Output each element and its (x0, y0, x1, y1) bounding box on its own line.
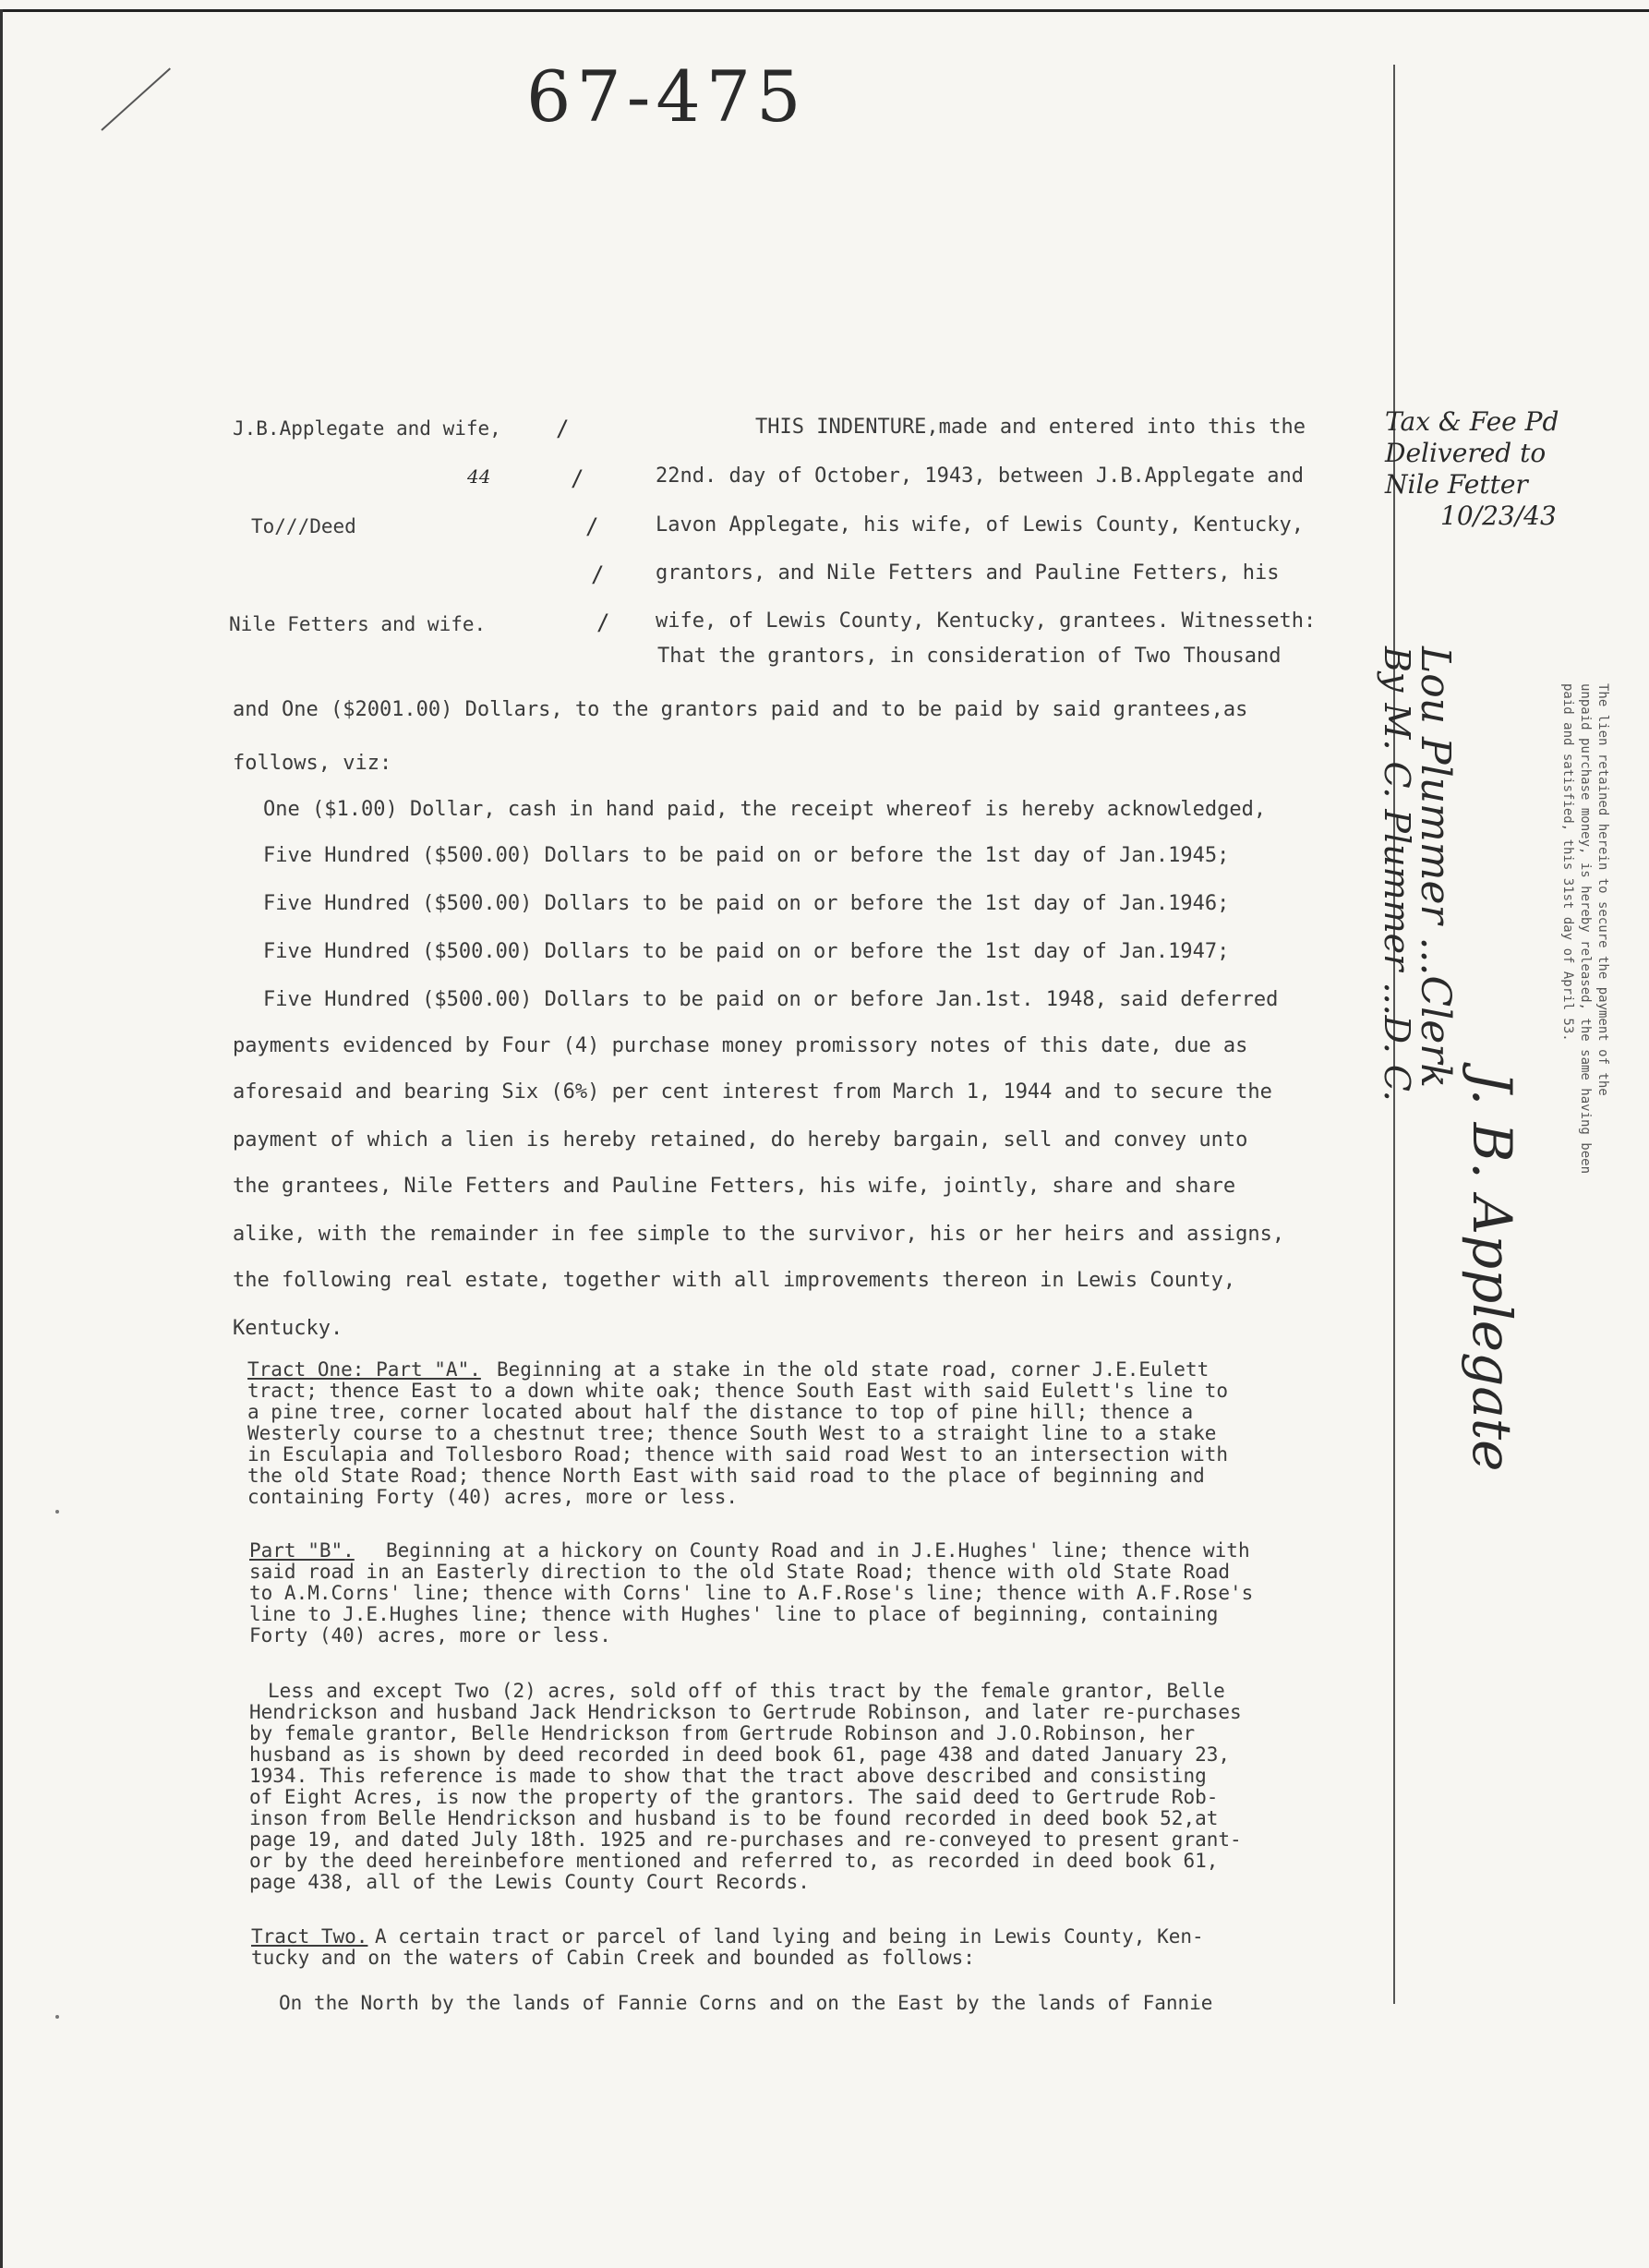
tract-two-heading: Tract Two. (251, 1925, 368, 1948)
payment-line: Five Hundred ($500.00) Dollars to be paid on or before the 1st day of Jan.1946; (263, 892, 1230, 915)
lien-release-line: paid and satisfied, this 31st day of April 53. (1560, 683, 1575, 1042)
page-left-edge (0, 9, 3, 2268)
paid-note-line: Tax & Fee Pd (1385, 406, 1559, 437)
stray-dot (55, 1510, 59, 1514)
tract-description-line: Forty (40) acres, more or less. (249, 1624, 611, 1647)
tract-description-line: line to J.E.Hughes line; thence with Hughes' line to place of beginning, containing (249, 1603, 1219, 1625)
conveyance-line: Kentucky. (233, 1317, 343, 1340)
tract-description-line: Beginning at a stake in the old state road, corner J.E.Eulett (497, 1358, 1210, 1381)
caption-to-deed: To///Deed (251, 515, 356, 537)
tract-description-line: to A.M.Corns' line; thence with Corns' line to A.F.Rose's line; thence with A.F.Rose's (249, 1582, 1254, 1604)
payment-line: Five Hundred ($500.00) Dollars to be paid on or before the 1st day of Jan.1945; (263, 844, 1230, 867)
grantor-signature: J. B. Applegate (1461, 1071, 1523, 1472)
case-number: 67-475 (526, 55, 807, 138)
exception-line: by female grantor, Belle Hendrickson from Gertrude Robinson and J.O.Robinson, her (249, 1722, 1196, 1744)
opening-line: Lavon Applegate, his wife, of Lewis County, Kentucky, (656, 513, 1304, 537)
tract-description-line: tract; thence East to a down white oak; thence South East with said Eulett's line to (247, 1380, 1229, 1402)
opening-line: grantors, and Nile Fetters and Pauline Fetters, his (656, 561, 1280, 585)
tract-description-line: tucky and on the waters of Cabin Creek and bounded as follows: (251, 1947, 975, 1969)
tract-description-line: in Esculapia and Tollesboro Road; thence with said road West to an intersection with (247, 1443, 1229, 1466)
paid-delivered-note (1385, 406, 1634, 532)
caption-slash: / (596, 609, 610, 635)
tract-description-line: Westerly course to a chestnut tree; thence South West to a straight line to a stake (247, 1422, 1217, 1444)
payment-line: Five Hundred ($500.00) Dollars to be paid on or before the 1st day of Jan.1947; (263, 940, 1230, 963)
caption-grantor: J.B.Applegate and wife, (233, 417, 501, 440)
exception-line: husband as is shown by deed recorded in deed book 61, page 438 and dated January 23, (249, 1743, 1231, 1766)
part-b-heading: Part "B". (249, 1539, 355, 1562)
exception-line: Less and except Two (2) acres, sold off of this tract by the female grantor, Belle (268, 1680, 1225, 1702)
stray-pen-mark (101, 67, 171, 130)
exception-line: inson from Belle Hendrickson and husband is to be found recorded in deed book 52,at (249, 1807, 1219, 1829)
paid-note-line: 10/23/43 (1440, 501, 1557, 531)
exception-line: page 19, and dated July 18th. 1925 and re-purchases and re-conveyed to present grant- (249, 1828, 1242, 1851)
stray-dot (55, 2015, 59, 2019)
conveyance-line: the following real estate, together with all improvements thereon in Lewis County, (233, 1269, 1236, 1292)
caption-slash: / (556, 416, 570, 441)
consideration-line: follows, viz: (233, 752, 392, 775)
deputy-clerk-signature: By M. C. Plummer ...D. C. (1377, 646, 1417, 1102)
paid-note-line: Delivered to (1385, 438, 1547, 468)
tract-description-line: the old State Road; thence North East with said road to the place of beginning and (247, 1465, 1205, 1487)
paid-note-line: Nile Fetter (1385, 469, 1528, 500)
consideration-line: and One ($2001.00) Dollars, to the grantors paid and to be paid by said grantees,as (233, 698, 1248, 721)
tract-description-line: On the North by the lands of Fannie Corns and on the East by the lands of Fannie (279, 1992, 1213, 2014)
tract-description-line: Beginning at a hickory on County Road and in J.E.Hughes' line; thence with (386, 1539, 1250, 1562)
opening-line: That the grantors, in consideration of Two Thousand (657, 645, 1282, 668)
tract-one-heading: Tract One: Part "A". (247, 1358, 481, 1381)
exception-line: 1934. This reference is made to show that the tract above described and consisting (249, 1765, 1207, 1787)
lien-release-line: unpaid purchase money, is hereby released, the same having been (1578, 683, 1593, 1175)
caption-slash: / (591, 561, 605, 587)
caption-slash: / (571, 465, 584, 491)
caption-slash: / (585, 513, 599, 539)
page-top-border (0, 9, 1649, 12)
conveyance-line: payment of which a lien is hereby retained, do hereby bargain, sell and convey unto (233, 1128, 1248, 1152)
tract-description-line: a pine tree, corner located about half the distance to top of pine hill; thence a (247, 1401, 1194, 1423)
caption-number-mark: 44 (467, 465, 491, 488)
caption-grantee: Nile Fetters and wife. (229, 613, 487, 635)
opening-line: THIS INDENTURE,made and entered into this the (755, 416, 1306, 439)
conveyance-line: aforesaid and bearing Six (6%) per cent interest from March 1, 1944 and to secure the (233, 1080, 1272, 1104)
payment-line: One ($1.00) Dollar, cash in hand paid, the receipt whereof is hereby acknowledged, (263, 798, 1267, 821)
tract-description-line: A certain tract or parcel of land lying and being in Lewis County, Ken- (375, 1925, 1204, 1948)
exception-line: of Eight Acres, is now the property of the grantors. The said deed to Gertrude Rob- (249, 1786, 1219, 1808)
exception-line: or by the deed hereinbefore mentioned and referred to, as recorded in deed book 61, (249, 1850, 1219, 1872)
opening-line: wife, of Lewis County, Kentucky, grantees. Witnesseth: (656, 609, 1317, 633)
lien-release-line: The lien retained herein to secure the payment of the (1595, 683, 1610, 1096)
clerk-signature: Lou Plummer ...Clerk (1412, 646, 1459, 1088)
exception-line: Hendrickson and husband Jack Hendrickson to Gertrude Robinson, and later re-purchases (249, 1701, 1242, 1723)
opening-line: 22nd. day of October, 1943, between J.B.Applegate and (656, 464, 1304, 488)
payment-line: Five Hundred ($500.00) Dollars to be paid on or before Jan.1st. 1948, said deferred (263, 988, 1279, 1011)
lien-release-note (1559, 683, 1611, 1174)
conveyance-line: the grantees, Nile Fetters and Pauline Fetters, his wife, jointly, share and share (233, 1175, 1236, 1198)
tract-description-line: said road in an Easterly direction to the old State Road; thence with old State Road (249, 1561, 1231, 1583)
conveyance-line: alike, with the remainder in fee simple to the survivor, his or her heirs and assigns, (233, 1223, 1285, 1246)
conveyance-line: payments evidenced by Four (4) purchase money promissory notes of this date, due as (233, 1034, 1248, 1057)
tract-description-line: containing Forty (40) acres, more or less. (247, 1486, 739, 1508)
exception-line: page 438, all of the Lewis County Court Records. (249, 1871, 810, 1893)
